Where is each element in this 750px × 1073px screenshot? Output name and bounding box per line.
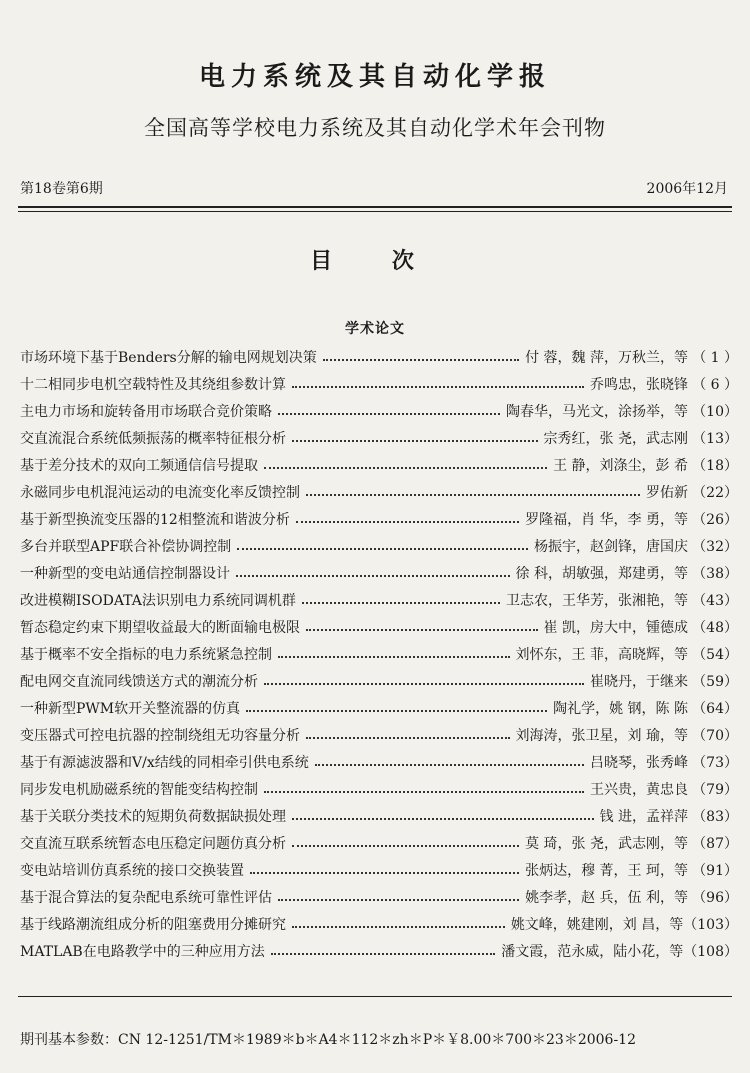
toc-entry-title: 交直流互联系统暂态电压稳定问题仿真分析	[20, 835, 286, 852]
toc-dot-leader	[292, 925, 505, 928]
issue-info-row	[20, 178, 728, 198]
toc-entry-authors: 崔晓丹，于继来	[590, 673, 688, 690]
toc-entry[interactable]	[20, 802, 738, 829]
toc-dot-leader	[264, 682, 584, 685]
toc-entry-page: （18）	[692, 457, 738, 474]
toc-entry[interactable]	[20, 397, 738, 424]
section-title: 学术论文	[345, 321, 405, 337]
toc-entry-authors: 乔鸣忠，张晓锋	[590, 376, 688, 393]
toc-dot-leader	[292, 817, 594, 820]
toc-entry-page: （13）	[692, 430, 738, 447]
toc-entry-authors: 罗隆福，肖 华，李 勇，等	[525, 511, 688, 528]
toc-entry-authors: 陶礼学，姚 钢，陈 陈	[553, 700, 688, 717]
header-rule-thick	[18, 206, 732, 208]
toc-dot-leader	[302, 601, 500, 604]
toc-entry-authors: 潘文霞，范永威，陆小花，等	[501, 943, 684, 960]
toc-entry[interactable]	[20, 721, 738, 748]
toc-entry-page: （96）	[692, 889, 738, 906]
journal-subtitle: 全国高等学校电力系统及其自动化学术年会刊物	[144, 116, 606, 140]
toc-dot-leader	[271, 952, 496, 955]
journal-parameters: 期刊基本参数：CN 12-1251/TM＊1989＊b＊A4＊112＊zh＊P＊￥8.00＊700＊23＊2006-12	[20, 1032, 636, 1048]
toc-dot-leader	[246, 709, 547, 712]
toc-entry-page: （79）	[692, 781, 738, 798]
toc-entry-authors: 吕晓琴，张秀峰	[590, 754, 688, 771]
toc-entry-authors: 王兴贵，黄忠良	[590, 781, 688, 798]
toc-entry-title: 主电力市场和旋转备用市场联合竞价策略	[20, 403, 272, 420]
toc-dot-leader	[292, 844, 519, 847]
toc-entry-authors: 刘怀东，王 菲，高晓辉，等	[515, 646, 688, 663]
toc-dot-leader	[315, 763, 584, 766]
toc-entry-title: 基于线路潮流组成分析的阻塞费用分摊研究	[20, 916, 286, 933]
toc-dot-leader	[278, 412, 500, 415]
toc-entry-authors: 莫 琦，张 尧，武志刚，等	[525, 835, 688, 852]
toc-dot-leader	[306, 628, 538, 631]
toc-entry-authors: 罗佑新	[646, 484, 688, 501]
toc-entry-title: 交直流混合系统低频振荡的概率特征根分析	[20, 430, 286, 447]
toc-dot-leader	[306, 736, 510, 739]
toc-entry-title: 基于差分技术的双向工频通信信号提取	[20, 457, 258, 474]
toc-entry-title: 改进模糊ISODATA法识别电力系统同调机群	[20, 592, 296, 609]
toc-entry-authors: 卫志农，王华芳，张湘艳，等	[506, 592, 688, 609]
toc-entry-page: （64）	[692, 700, 738, 717]
toc-entry-page: （22）	[692, 484, 738, 501]
toc-entry[interactable]	[20, 559, 738, 586]
toc-entry-authors: 杨振宇，赵剑锋，唐国庆	[534, 538, 688, 555]
toc-entry-page: （38）	[692, 565, 738, 582]
toc-dot-leader	[296, 520, 519, 523]
toc-entry-title: 同步发电机励磁系统的智能变结构控制	[20, 781, 258, 798]
toc-entry-authors: 张炳达，穆 菁，王 珂，等	[525, 862, 688, 879]
toc-entry-title: 变压器式可控电抗器的控制绕组无功容量分析	[20, 727, 300, 744]
toc-entry-title: 一种新型PWM软开关整流器的仿真	[20, 700, 241, 717]
toc-entry-title: 永磁同步电机混沌运动的电流变化率反馈控制	[20, 484, 300, 501]
toc-entry-title: 市场环境下基于Benders分解的输电网规划决策	[20, 349, 317, 366]
toc-entry-page: （108）	[683, 943, 738, 960]
toc-dot-leader	[250, 871, 519, 874]
toc-entry-title: 基于混合算法的复杂配电系统可靠性评估	[20, 889, 272, 906]
toc-entry-page: （87）	[692, 835, 738, 852]
toc-entry[interactable]	[20, 505, 738, 532]
toc-entry-title: 基于关联分类技术的短期负荷数据缺损处理	[20, 808, 286, 825]
toc-dot-leader	[237, 547, 528, 550]
toc-entry-page: （103）	[683, 916, 738, 933]
toc-entry[interactable]	[20, 667, 738, 694]
toc-entry-page: （32）	[692, 538, 738, 555]
toc-entry-authors: 姚文峰，姚建刚，刘 昌，等	[510, 916, 684, 933]
toc-entry[interactable]	[20, 640, 738, 667]
toc-dot-leader	[306, 493, 640, 496]
toc-entry-authors: 崔 凯，房大中，锺德成	[543, 619, 688, 636]
toc-entry-authors: 陶春华，马光文，涂扬举，等	[506, 403, 688, 420]
toc-entry[interactable]	[20, 856, 738, 883]
toc-entry-page: （73）	[692, 754, 738, 771]
toc-entry[interactable]	[20, 883, 738, 910]
toc-entry[interactable]	[20, 694, 738, 721]
toc-entry-authors: 刘海涛，张卫星，刘 瑜，等	[515, 727, 688, 744]
toc-entry-page: （54）	[692, 646, 738, 663]
toc-entry[interactable]	[20, 937, 738, 964]
toc-entry-authors: 姚李孝，赵 兵，伍 利，等	[525, 889, 688, 906]
toc-entry-authors: 宗秀红，张 尧，武志刚	[543, 430, 688, 447]
toc-entry-authors: 钱 进，孟祥萍	[599, 808, 688, 825]
issue-date: 2006年12月	[646, 181, 728, 197]
toc-entry-page: （ 6 ）	[692, 376, 738, 393]
toc-dot-leader	[292, 439, 538, 442]
toc-entry[interactable]	[20, 451, 738, 478]
toc-entry-page: （91）	[692, 862, 738, 879]
toc-dot-leader	[278, 898, 519, 901]
toc-entry-page: （70）	[692, 727, 738, 744]
toc-dot-leader	[236, 574, 510, 577]
toc-dot-leader	[278, 655, 510, 658]
toc-entry[interactable]	[20, 478, 738, 505]
toc-entry-title: 十二相同步电机空载特性及其绕组参数计算	[20, 376, 286, 393]
toc-dot-leader	[264, 790, 584, 793]
toc-entry-page: （43）	[692, 592, 738, 609]
toc-entry[interactable]	[20, 370, 738, 397]
toc-entry[interactable]	[20, 532, 738, 559]
toc-entry[interactable]	[20, 343, 738, 370]
toc-heading: 目 次	[310, 248, 440, 274]
toc-entry-authors: 王 静，刘涤尘，彭 希	[553, 457, 688, 474]
toc-dot-leader	[323, 358, 519, 361]
toc-list	[20, 343, 738, 964]
toc-dot-leader	[292, 385, 584, 388]
toc-entry-page: （26）	[692, 511, 738, 528]
toc-entry-page: （83）	[692, 808, 738, 825]
journal-title: 电力系统及其自动化学报	[198, 62, 551, 92]
toc-entry-title: 一种新型的变电站通信控制器设计	[20, 565, 230, 582]
toc-entry[interactable]	[20, 424, 738, 451]
toc-entry[interactable]	[20, 586, 738, 613]
toc-entry[interactable]	[20, 613, 738, 640]
toc-entry[interactable]	[20, 910, 738, 937]
toc-entry-title: 变电站培训仿真系统的接口交换装置	[20, 862, 244, 879]
footer-rule	[18, 996, 732, 997]
toc-entry[interactable]	[20, 775, 738, 802]
toc-entry-title: 配电网交直流同线馈送方式的潮流分析	[20, 673, 258, 690]
toc-entry-title: MATLAB在电路教学中的三种应用方法	[20, 943, 265, 960]
toc-entry-page: （48）	[692, 619, 738, 636]
toc-entry-authors: 徐 科，胡敏强，郑建勇，等	[515, 565, 688, 582]
toc-entry-title: 多台并联型APF联合补偿协调控制	[20, 538, 232, 555]
toc-entry[interactable]	[20, 829, 738, 856]
toc-entry-page: （10）	[692, 403, 738, 420]
toc-entry-title: 基于有源滤波器和V/x结线的同相牵引供电系统	[20, 754, 309, 771]
toc-entry[interactable]	[20, 748, 738, 775]
toc-entry-title: 暂态稳定约束下期望收益最大的断面输电极限	[20, 619, 300, 636]
toc-entry-title: 基于新型换流变压器的12相整流和谐波分析	[20, 511, 290, 528]
toc-entry-page: （ 1 ）	[692, 349, 738, 366]
volume-issue: 第18卷第6期	[20, 181, 103, 197]
toc-entry-page: （59）	[692, 673, 738, 690]
header-rule-thin	[18, 211, 732, 212]
toc-dot-leader	[264, 466, 547, 469]
toc-entry-authors: 付 蓉，魏 萍，万秋兰，等	[525, 349, 688, 366]
toc-entry-title: 基于概率不安全指标的电力系统紧急控制	[20, 646, 272, 663]
